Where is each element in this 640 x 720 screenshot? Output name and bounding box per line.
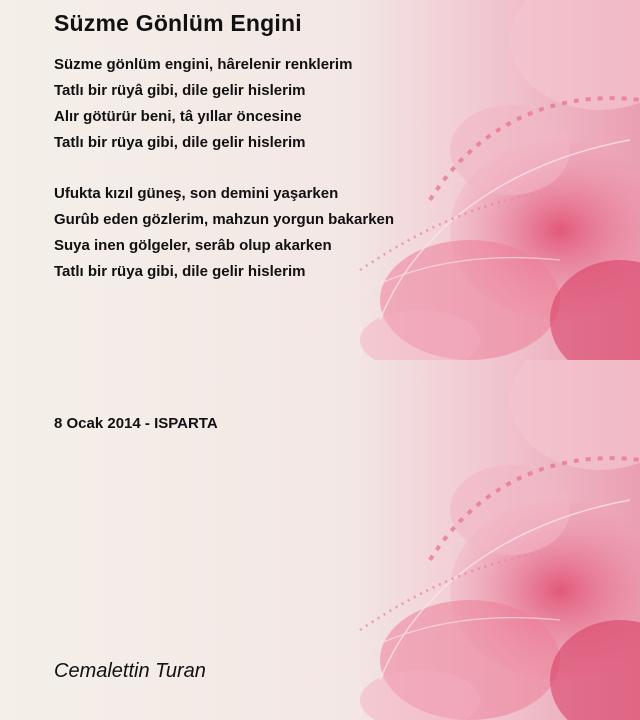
poem-line: Tatlı bir rüya gibi, dile gelir hislerim	[54, 134, 306, 151]
poem-line: Ufukta kızıl güneş, son demini yaşarken	[54, 185, 339, 202]
poem-date-place: 8 Ocak 2014 - ISPARTA	[54, 415, 218, 432]
poem-line: Tatlı bir rüya gibi, dile gelir hislerim	[54, 263, 306, 280]
poem-line: Suya inen gölgeler, serâb olup akarken	[54, 237, 332, 254]
poem-line: Gurûb eden gözlerim, mahzun yorgun bakarken	[54, 211, 395, 228]
poem-line: Tatlı bir rüyâ gibi, dile gelir hislerim	[54, 82, 306, 99]
poem-line: Süzme gönlüm engini, hârelenir renklerim	[54, 56, 353, 73]
poem-line: Alır götürür beni, tâ yıllar öncesine	[54, 108, 302, 125]
poem-stanza-2	[54, 181, 394, 285]
poem-author: Cemalettin Turan	[54, 660, 206, 682]
poem-stanza-1	[54, 52, 352, 156]
poem-title: Süzme Gönlüm Engini	[54, 10, 302, 36]
